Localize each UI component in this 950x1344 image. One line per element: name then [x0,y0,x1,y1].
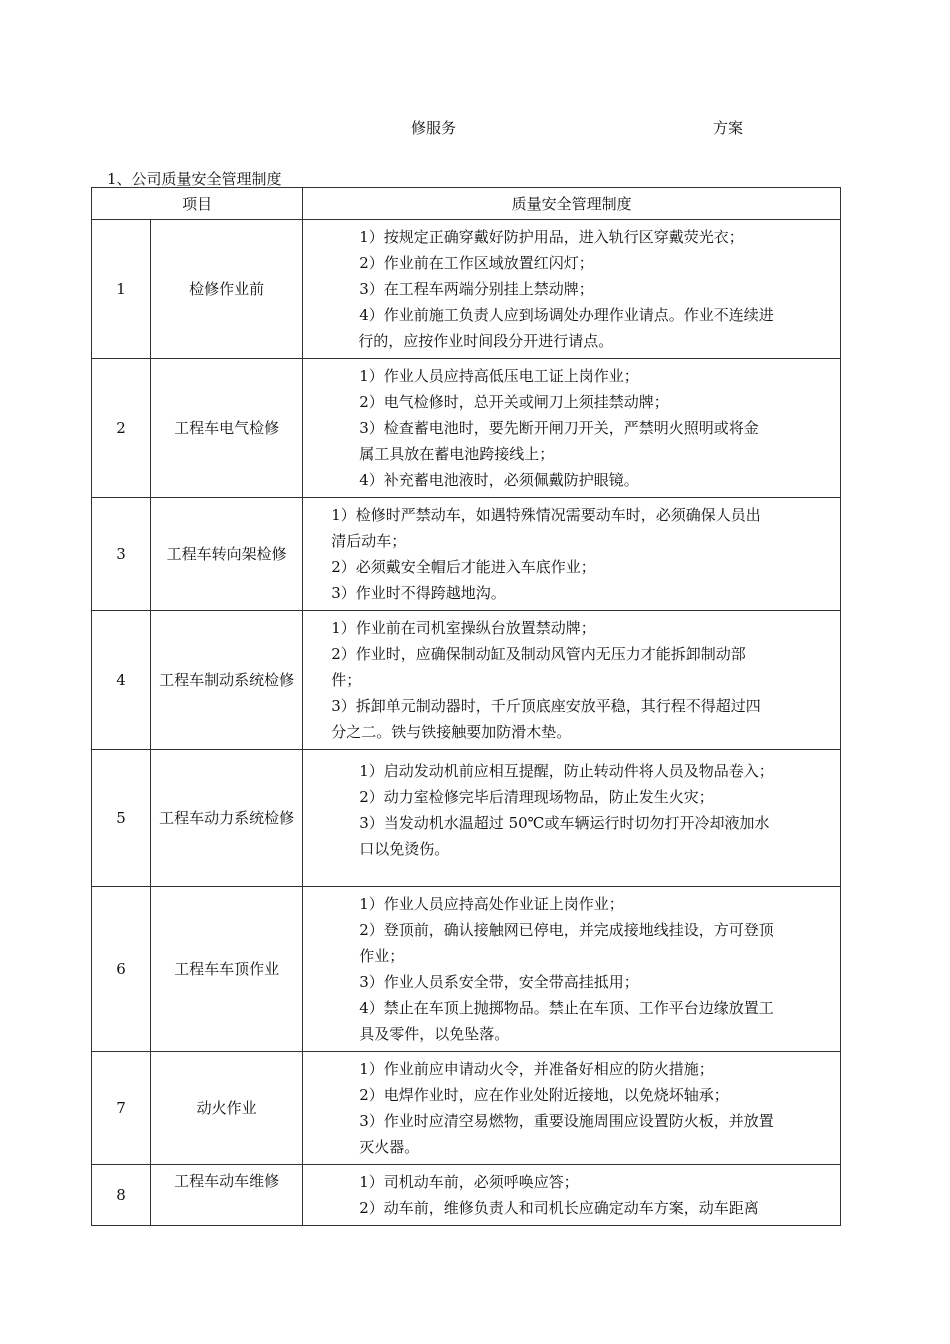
rule-line: 1）司机动车前，必须呼唤应答； [359,1173,579,1191]
row-item: 动火作业 [151,1052,303,1165]
row-rules [303,1165,841,1226]
row-item: 工程车制动系统检修 [151,611,303,750]
rule-line: 2）电焊作业时，应在作业处附近接地，以免烧坏轴承； [359,1086,729,1104]
table-row [92,750,841,887]
row-number: 7 [92,1052,151,1165]
rule-line: 1）检修时严禁动车，如遇特殊情况需要动车时，必须确保人员出 [331,506,761,524]
row-number: 8 [92,1165,151,1226]
row-rules [303,359,841,498]
column-header-rules: 质量安全管理制度 [303,188,841,220]
rule-line: 3）拆卸单元制动器时，千斤顶底座安放平稳，其行程不得超过四 [331,697,761,715]
rule-line: 2）电气检修时，总开关或闸刀上须挂禁动牌； [359,393,669,411]
section-title: 1、公司质量安全管理制度 [107,170,282,188]
document-header-right: 方案 [713,119,744,137]
row-number: 2 [92,359,151,498]
rule-line: 作业； [359,947,405,965]
rule-line: 1）作业前应申请动火令，并准备好相应的防火措施； [359,1060,714,1078]
rule-line: 1）作业前在司机室操纵台放置禁动牌； [331,619,596,637]
rule-line: 分之二。铁与铁接触要加防滑木垫。 [331,723,572,741]
rule-line: 具及零件，以免坠落。 [359,1025,510,1043]
row-rules [303,611,841,750]
rule-line: 2）必须戴安全帽后才能进入车底作业； [331,558,596,576]
row-item: 工程车转向架检修 [151,498,303,611]
rule-line: 2）作业前在工作区域放置红闪灯； [359,254,594,272]
row-number: 1 [92,220,151,359]
row-rules [303,220,841,359]
column-header-item: 项目 [92,188,303,220]
table-row [92,1052,841,1165]
rule-line: 属工具放在蓄电池跨接线上； [359,445,555,463]
safety-rules-table [91,187,841,1226]
row-rules [303,498,841,611]
rule-line: 3）检查蓄电池时，要先断开闸刀开关，严禁明火照明或将金 [359,419,759,437]
row-item: 工程车车顶作业 [151,887,303,1052]
rule-line: 4）作业前施工负责人应到场调处办理作业请点。作业不连续进 [359,306,774,324]
rule-line: 3）作业人员系安全带，安全带高挂抵用； [359,973,639,991]
row-item: 工程车电气检修 [151,359,303,498]
rule-line: 4）补充蓄电池液时，必须佩戴防护眼镜。 [359,471,639,489]
rule-line: 3）作业时不得跨越地沟。 [331,584,506,602]
document-header-left: 修服务 [411,119,457,137]
table-row [92,498,841,611]
rule-line: 1）作业人员应持高低压电工证上岗作业； [359,367,639,385]
rule-line: 2）登顶前，确认接触网已停电，并完成接地线挂设，方可登顶 [359,921,774,939]
row-number: 6 [92,887,151,1052]
rule-line: 1）按规定正确穿戴好防护用品，进入轨行区穿戴荧光衣； [359,228,744,246]
table-row [92,887,841,1052]
row-item: 工程车动力系统检修 [151,750,303,887]
rule-line: 4）禁止在车顶上抛掷物品。禁止在车顶、工作平台边缘放置工 [359,999,774,1017]
rule-line: 3）在工程车两端分别挂上禁动牌； [359,280,594,298]
rule-line: 2）动力室检修完毕后清理现场物品，防止发生火灾； [359,788,714,806]
rule-line: 1）启动发动机前应相互提醒，防止转动件将人员及物品卷入； [359,762,774,780]
rule-line: 件； [331,671,362,689]
row-item: 检修作业前 [151,220,303,359]
rule-line: 1）作业人员应持高处作业证上岗作业； [359,895,624,913]
row-item: 工程车动车维修 [151,1165,303,1226]
rule-line: 口以免烫伤。 [359,840,450,858]
rule-line: 行的，应按作业时间段分开进行请点。 [358,332,614,350]
row-number: 3 [92,498,151,611]
table-row [92,220,841,359]
row-rules [303,1052,841,1165]
rule-line: 2）作业时，应确保制动缸及制动风管内无压力才能拆卸制动部 [331,645,746,663]
rule-line: 3）当发动机水温超过 50℃或车辆运行时切勿打开冷却液加水 [359,814,770,832]
table-row [92,1165,841,1226]
rule-line: 清后动车； [331,532,407,550]
table-row [92,611,841,750]
rule-line: 3）作业时应清空易燃物，重要设施周围应设置防火板，并放置 [359,1112,774,1130]
table-row [92,359,841,498]
rule-line: 2）动车前，维修负责人和司机长应确定动车方案，动车距离 [359,1199,759,1217]
rule-line: 灭火器。 [359,1138,420,1156]
row-rules [303,750,841,887]
row-number: 4 [92,611,151,750]
table-header-row [92,188,841,220]
row-number: 5 [92,750,151,887]
row-rules [303,887,841,1052]
